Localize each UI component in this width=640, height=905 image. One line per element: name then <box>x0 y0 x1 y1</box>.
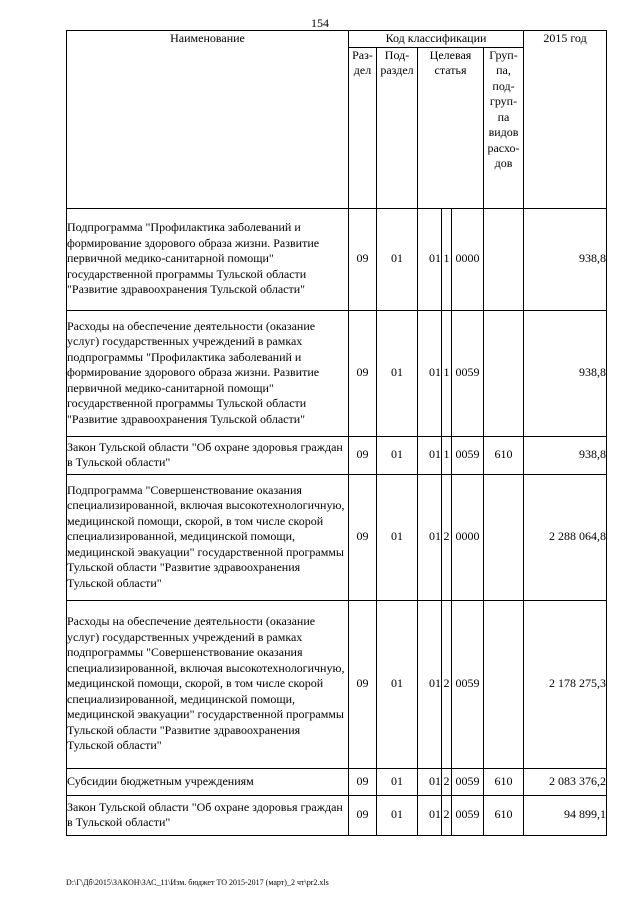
table-row <box>67 208 607 310</box>
row-amount: 938,8 <box>524 208 607 310</box>
row-target-article-1: 01 <box>418 474 442 600</box>
row-expense-group: 610 <box>484 436 524 474</box>
row-subsection: 01 <box>377 600 418 768</box>
row-name: Закон Тульской области "Об охране здоровья граждан в Тульской области" <box>67 436 349 474</box>
row-target-article-2: 1 <box>442 208 452 310</box>
table-row <box>67 310 607 436</box>
row-name: Субсидии бюджетным учреждениям <box>67 768 349 795</box>
table-row <box>67 600 607 768</box>
row-target-article-2: 1 <box>442 436 452 474</box>
row-target-article-2: 2 <box>442 768 452 795</box>
table-row <box>67 795 607 835</box>
row-target-article-3: 0000 <box>452 474 484 600</box>
row-subsection: 01 <box>377 768 418 795</box>
row-target-article-3: 0000 <box>452 208 484 310</box>
row-subsection: 01 <box>377 208 418 310</box>
header-target-article: Целевая статья <box>418 47 484 208</box>
row-expense-group: 610 <box>484 768 524 795</box>
row-subsection: 01 <box>377 795 418 835</box>
row-target-article-2: 2 <box>442 600 452 768</box>
header-year: 2015 год <box>524 31 607 209</box>
row-amount: 2 083 376,2 <box>524 768 607 795</box>
row-name: Подпрограмма "Совершенствование оказания специализированной, включая высокотехнологичную, медицинской помощи, скорой, в том числе скорой специализированной, медицинской помощи, медицинской эвакуации" государственной программы Тульской области "Развитие здравоохранения Тульской области" <box>67 474 349 600</box>
row-section: 09 <box>349 310 377 436</box>
row-amount: 2 178 275,3 <box>524 600 607 768</box>
row-target-article-2: 2 <box>442 795 452 835</box>
row-name: Подпрограмма "Профилактика заболеваний и формирование здорового образа жизни. Развитие первичной медико-санитарной помощи" государственной программы Тульской области "Развитие здравоохранения Тульской области" <box>67 208 349 310</box>
row-target-article-2: 2 <box>442 474 452 600</box>
row-expense-group <box>484 474 524 600</box>
row-target-article-1: 01 <box>418 310 442 436</box>
row-amount: 2 288 064,8 <box>524 474 607 600</box>
row-target-article-2: 1 <box>442 310 452 436</box>
row-target-article-3: 0059 <box>452 795 484 835</box>
row-section: 09 <box>349 436 377 474</box>
row-expense-group <box>484 208 524 310</box>
budget-table <box>66 30 607 836</box>
row-expense-group: 610 <box>484 795 524 835</box>
row-target-article-1: 01 <box>418 208 442 310</box>
row-section: 09 <box>349 768 377 795</box>
row-amount: 938,8 <box>524 310 607 436</box>
row-section: 09 <box>349 795 377 835</box>
row-target-article-1: 01 <box>418 436 442 474</box>
row-name: Расходы на обеспечение деятельности (оказание услуг) государственных учреждений в рамках подпрограммы "Профилактика заболеваний и формирование здорового образа жизни. Развитие первичной медико-санитарной помощи" государственной программы Тульской области "Развитие здравоохранения Тульской области" <box>67 310 349 436</box>
table-row <box>67 768 607 795</box>
footer-file-path: D:\Г\Дб\2015\ЗАКОН\ЗАС_11\Изм. бюджет ТО 2015-2017 (март)_2 чт\pr2.xls <box>66 878 329 887</box>
row-target-article-1: 01 <box>418 795 442 835</box>
header-name: Наименование <box>67 31 349 209</box>
page-number: 154 <box>311 16 329 30</box>
header-subsection: Под- раздел <box>377 47 418 208</box>
header-row-main <box>67 31 607 48</box>
row-section: 09 <box>349 600 377 768</box>
header-expense-group: Груп- па, под- груп- па видов расхо- дов <box>484 47 524 208</box>
row-target-article-3: 0059 <box>452 436 484 474</box>
row-target-article-1: 01 <box>418 600 442 768</box>
row-target-article-3: 0059 <box>452 768 484 795</box>
row-subsection: 01 <box>377 436 418 474</box>
row-subsection: 01 <box>377 474 418 600</box>
row-subsection: 01 <box>377 310 418 436</box>
header-section: Раз- дел <box>349 47 377 208</box>
table-row <box>67 474 607 600</box>
header-classification: Код классификации <box>349 31 524 48</box>
row-name: Закон Тульской области "Об охране здоровья граждан в Тульской области" <box>67 795 349 835</box>
table-row <box>67 436 607 474</box>
row-target-article-3: 0059 <box>452 310 484 436</box>
row-amount: 938,8 <box>524 436 607 474</box>
row-section: 09 <box>349 474 377 600</box>
row-target-article-1: 01 <box>418 768 442 795</box>
row-expense-group <box>484 600 524 768</box>
row-expense-group <box>484 310 524 436</box>
row-target-article-3: 0059 <box>452 600 484 768</box>
row-name: Расходы на обеспечение деятельности (оказание услуг) государственных учреждений в рамках подпрограммы "Совершенствование оказания специализированной, включая высокотехнологичную, медицинской помощи, скорой, в том числе скорой специализированной, медицинской помощи, медицинской эвакуации" государственной программы Тульской области "Развитие здравоохранения Тульской области" <box>67 600 349 768</box>
row-section: 09 <box>349 208 377 310</box>
row-amount: 94 899,1 <box>524 795 607 835</box>
